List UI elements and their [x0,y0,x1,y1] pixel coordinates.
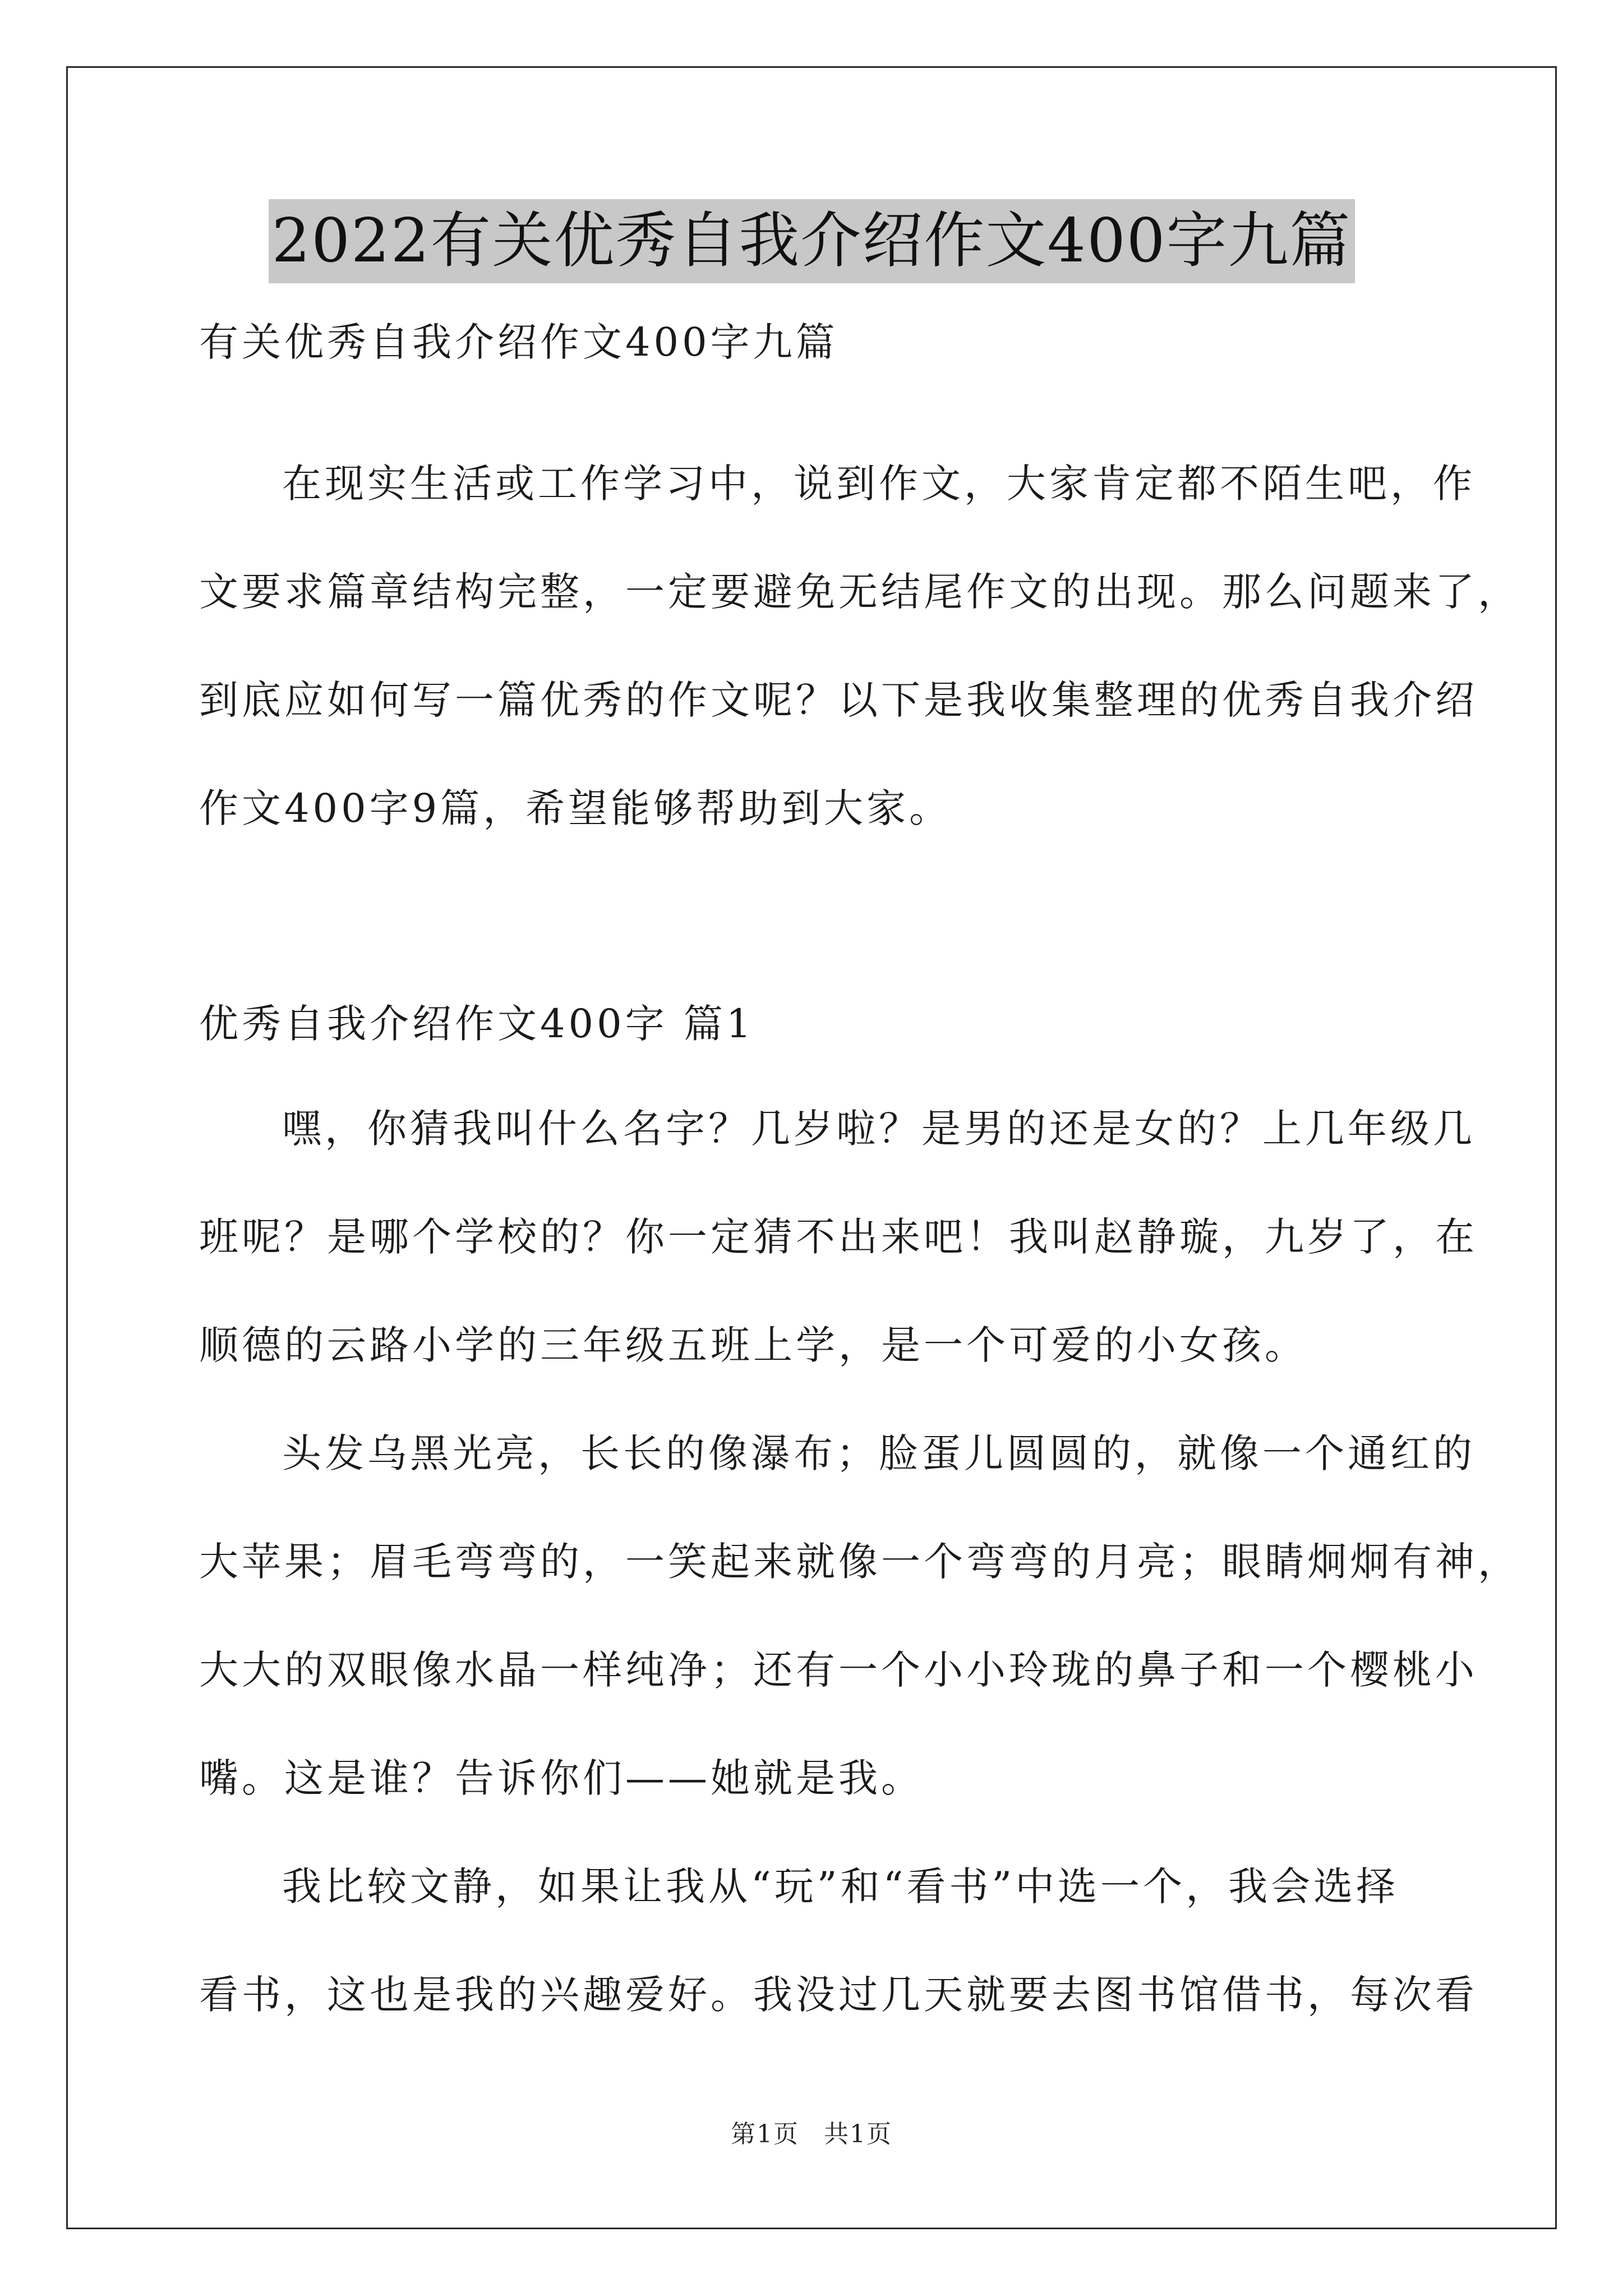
paragraph-line: 顺德的云路小学的三年级五班上学，是一个可爱的小女孩。 [199,1322,1307,1368]
page-number: 第1页 [731,2120,799,2148]
page-footer [0,2114,1623,2150]
title-container [0,199,1623,283]
intro-line: 文要求篇章结构完整，一定要避免无结尾作文的出现。那么问题来了， [199,569,1520,615]
intro-line: 到底应如何写一篇优秀的作文呢？以下是我收集整理的优秀自我介绍 [199,677,1478,723]
page-total: 共1页 [824,2120,892,2148]
section-heading: 优秀自我介绍作文400字 篇1 [199,1001,755,1047]
paragraph-line: 看书，这也是我的兴趣爱好。我没过几天就要去图书馆借书，每次看 [199,1972,1478,2018]
paragraph-line: 头发乌黑光亮，长长的像瀑布；脸蛋儿圆圆的，就像一个通红的 [282,1430,1476,1476]
paragraph-line: 嘿，你猜我叫什么名字？几岁啦？是男的还是女的？上几年级几 [282,1106,1476,1152]
paragraph-line: 大大的双眼像水晶一样纯净；还有一个小小玲珑的鼻子和一个樱桃小 [199,1647,1478,1693]
paragraph-line: 我比较文静，如果让我从“玩”和“看书”中选一个，我会选择 [282,1864,1399,1910]
paragraph-line: 班呢？是哪个学校的？你一定猜不出来吧！我叫赵静璇，九岁了，在 [199,1214,1478,1260]
intro-line: 作文400字9篇，希望能够帮助到大家。 [199,785,952,831]
paragraph-line: 大苹果；眉毛弯弯的，一笑起来就像一个弯弯的月亮；眼睛炯炯有神， [199,1539,1520,1585]
document-title: 2022有关优秀自我介绍作文400字九篇 [269,199,1355,283]
document-subtitle: 有关优秀自我介绍作文400字九篇 [199,319,838,365]
paragraph-line: 嘴。这是谁？告诉你们——她就是我。 [199,1755,924,1801]
intro-line: 在现实生活或工作学习中，说到作文，大家肯定都不陌生吧，作 [282,461,1476,507]
